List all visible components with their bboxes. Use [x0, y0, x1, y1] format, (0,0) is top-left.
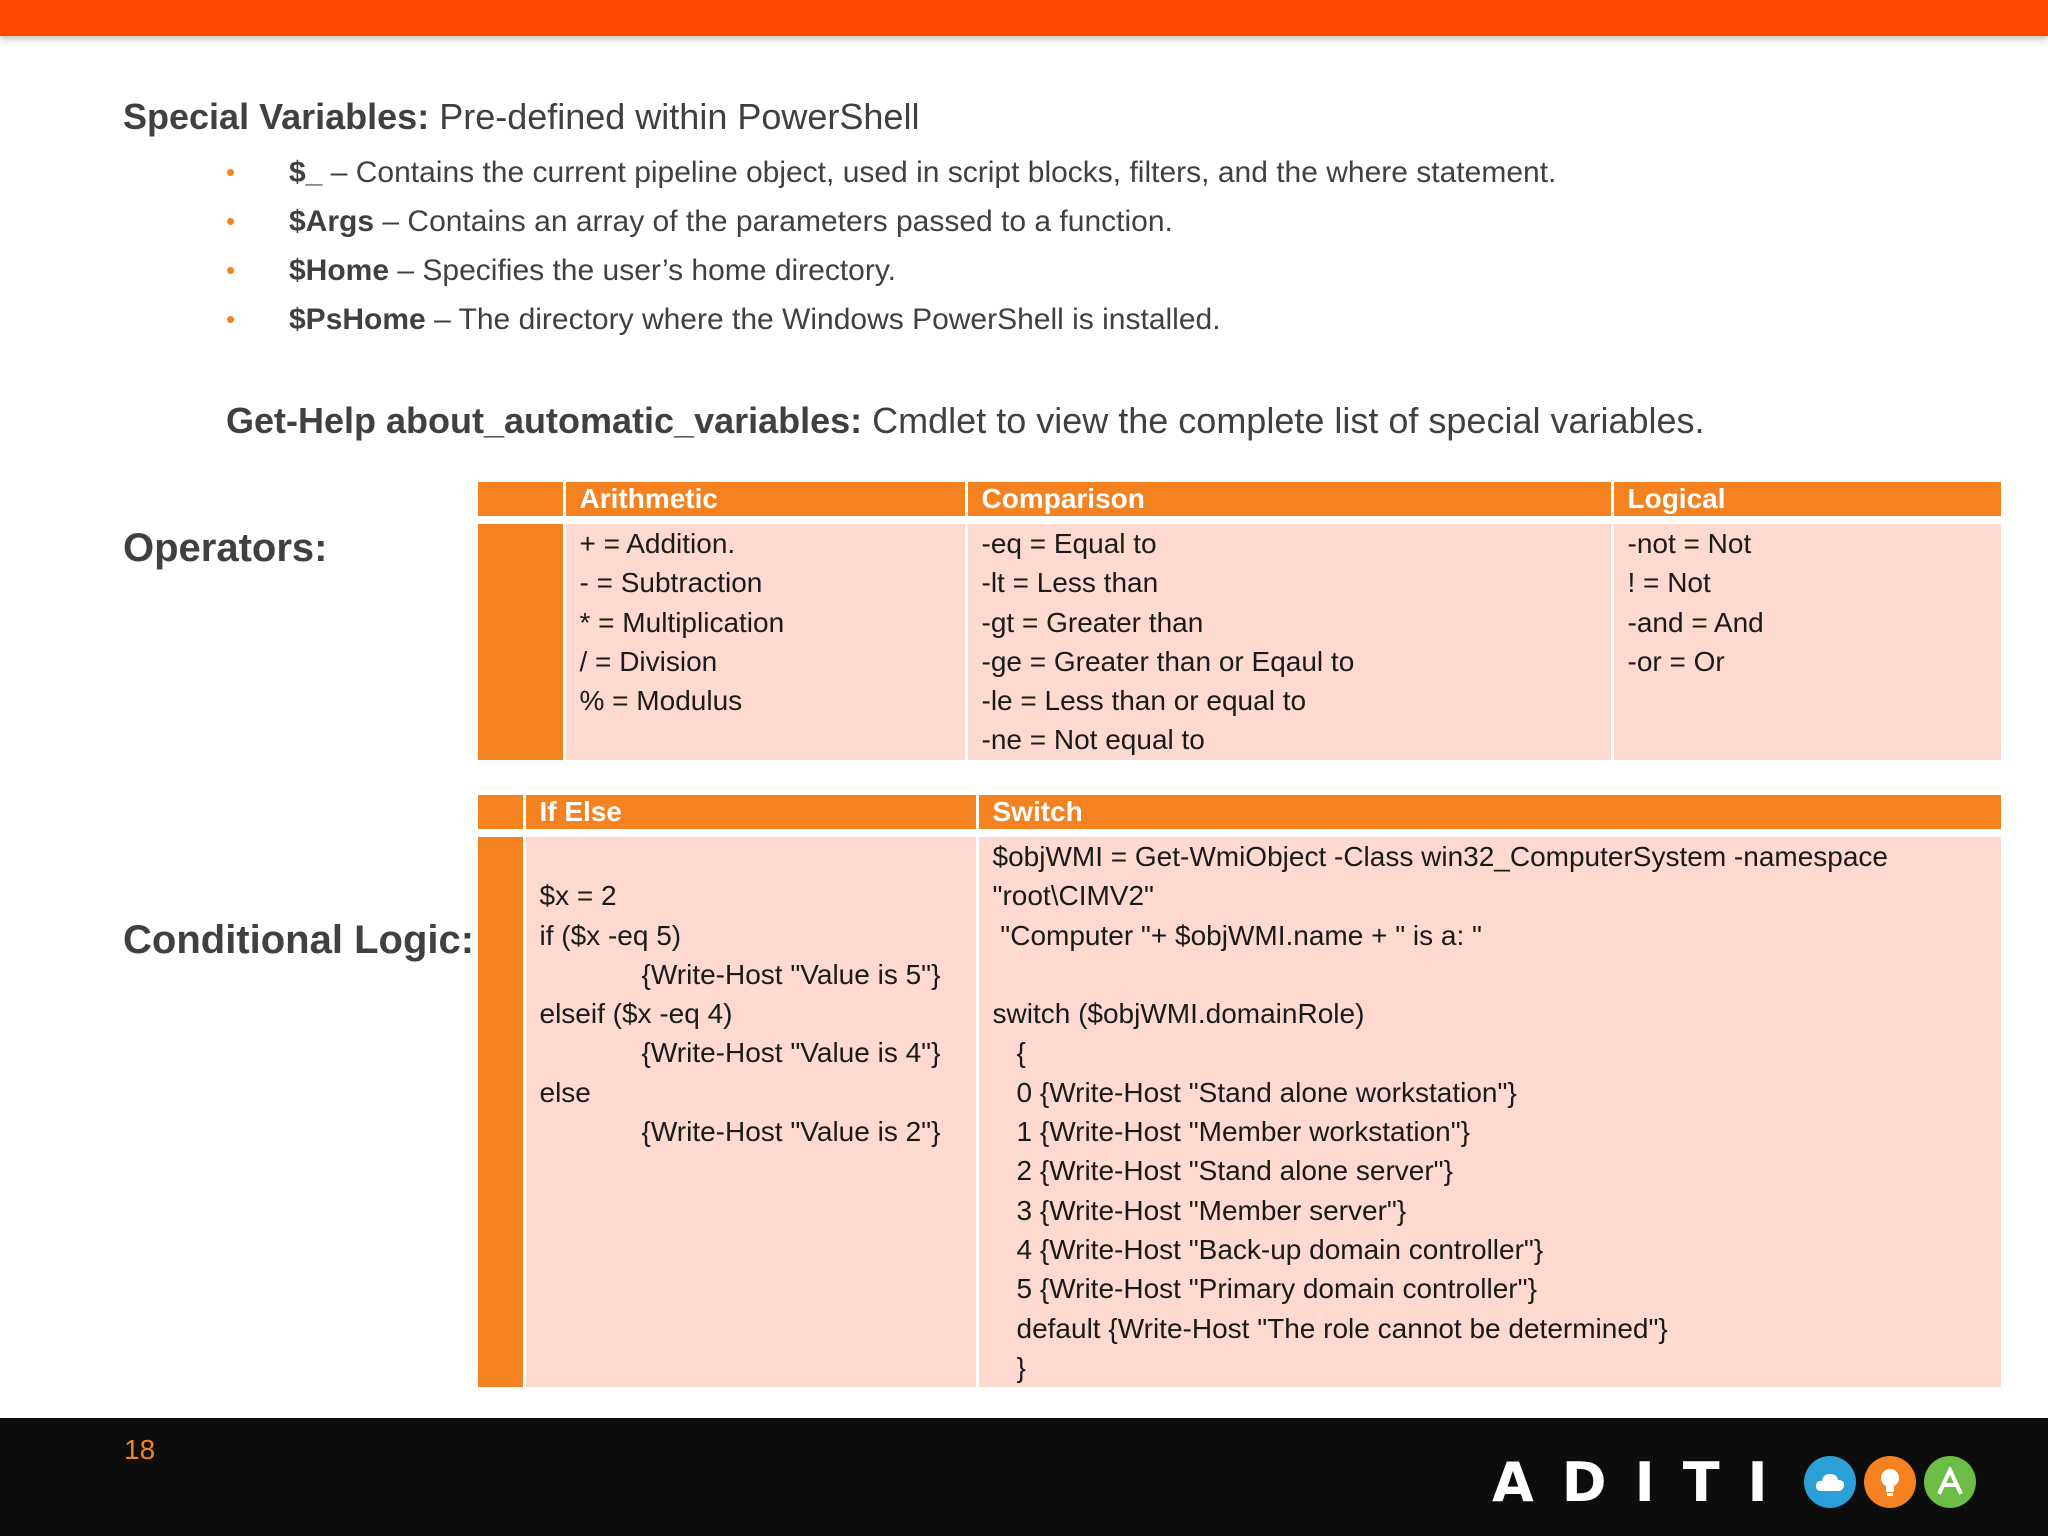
table-row [478, 520, 2002, 760]
special-variables-list [226, 148, 2026, 344]
special-variables-heading: Special Variables: Pre-defined within PowerShell [123, 96, 920, 137]
conditional-logic-label: Conditional Logic: [123, 918, 475, 962]
operators-table [478, 482, 2004, 760]
a-badge-icon [1924, 1456, 1976, 1508]
row-stub [478, 833, 524, 1387]
top-accent-bar [0, 0, 2048, 36]
bullet-icon: • [226, 206, 236, 236]
header-arithmetic: Arithmetic [564, 482, 966, 520]
bullet-icon: • [226, 157, 236, 187]
aditi-logo [1492, 1452, 1976, 1512]
switch-cell: $objWMI = Get-WmiObject -Class win32_ComputerSystem -namespace "root\CIMV2" "Computer "+ $objWMI.name + " is a: " switch ($objWMI.domainRole) { 0 {Write-Host "Stand alone workstation"} 1 {Write-Host "Member workstation"} 2 {Write-Host "Stand alone server"} 3 {Write-Host "Member server"} 4 {Write-Host "Back-up domain controller"} 5 {Write-Host "Primary domain controller"} default {Write-Host "The role cannot be determined"} } [977, 833, 2002, 1387]
header-stub [478, 795, 524, 833]
arithmetic-cell: + = Addition. - = Subtraction * = Multiplication / = Division % = Modulus [564, 520, 966, 760]
header-logical: Logical [1612, 482, 2002, 520]
bullet-icon: • [226, 304, 236, 334]
table-row [478, 833, 2002, 1387]
lightbulb-icon [1864, 1456, 1916, 1508]
get-help-note: Get-Help about_automatic_variables: Cmdlet to view the complete list of special variables. [226, 400, 1705, 441]
list-item: • $PsHome – The directory where the Windows PowerShell is installed. [226, 295, 2026, 344]
conditional-table [478, 795, 2004, 1387]
list-item: • $Args – Contains an array of the parameters passed to a function. [226, 197, 2026, 246]
list-item: • $Home – Specifies the user’s home directory. [226, 246, 2026, 295]
if-else-cell: $x = 2 if ($x -eq 5) {Write-Host "Value is 5"} elseif ($x -eq 4) {Write-Host "Value is 4"} else {Write-Host "Value is 2"} [524, 833, 977, 1387]
list-item: • $_ – Contains the current pipeline object, used in script blocks, filters, and the where statement. [226, 148, 2026, 197]
bullet-icon: • [226, 255, 236, 285]
logo-wordmark: ADITI [1492, 1450, 1796, 1514]
table-header-row [478, 795, 2002, 833]
comparison-cell: -eq = Equal to -lt = Less than -gt = Greater than -ge = Greater than or Eqaul to -le = Less than or equal to -ne = Not equal to [966, 520, 1612, 760]
page-number: 18 [124, 1434, 156, 1465]
cloud-icon [1804, 1456, 1856, 1508]
header-if-else: If Else [524, 795, 977, 833]
row-stub [478, 520, 564, 760]
logical-cell: -not = Not ! = Not -and = And -or = Or [1612, 520, 2002, 760]
operators-label: Operators: [123, 526, 328, 570]
header-stub [478, 482, 564, 520]
table-header-row [478, 482, 2002, 520]
header-switch: Switch [977, 795, 2002, 833]
header-comparison: Comparison [966, 482, 1612, 520]
